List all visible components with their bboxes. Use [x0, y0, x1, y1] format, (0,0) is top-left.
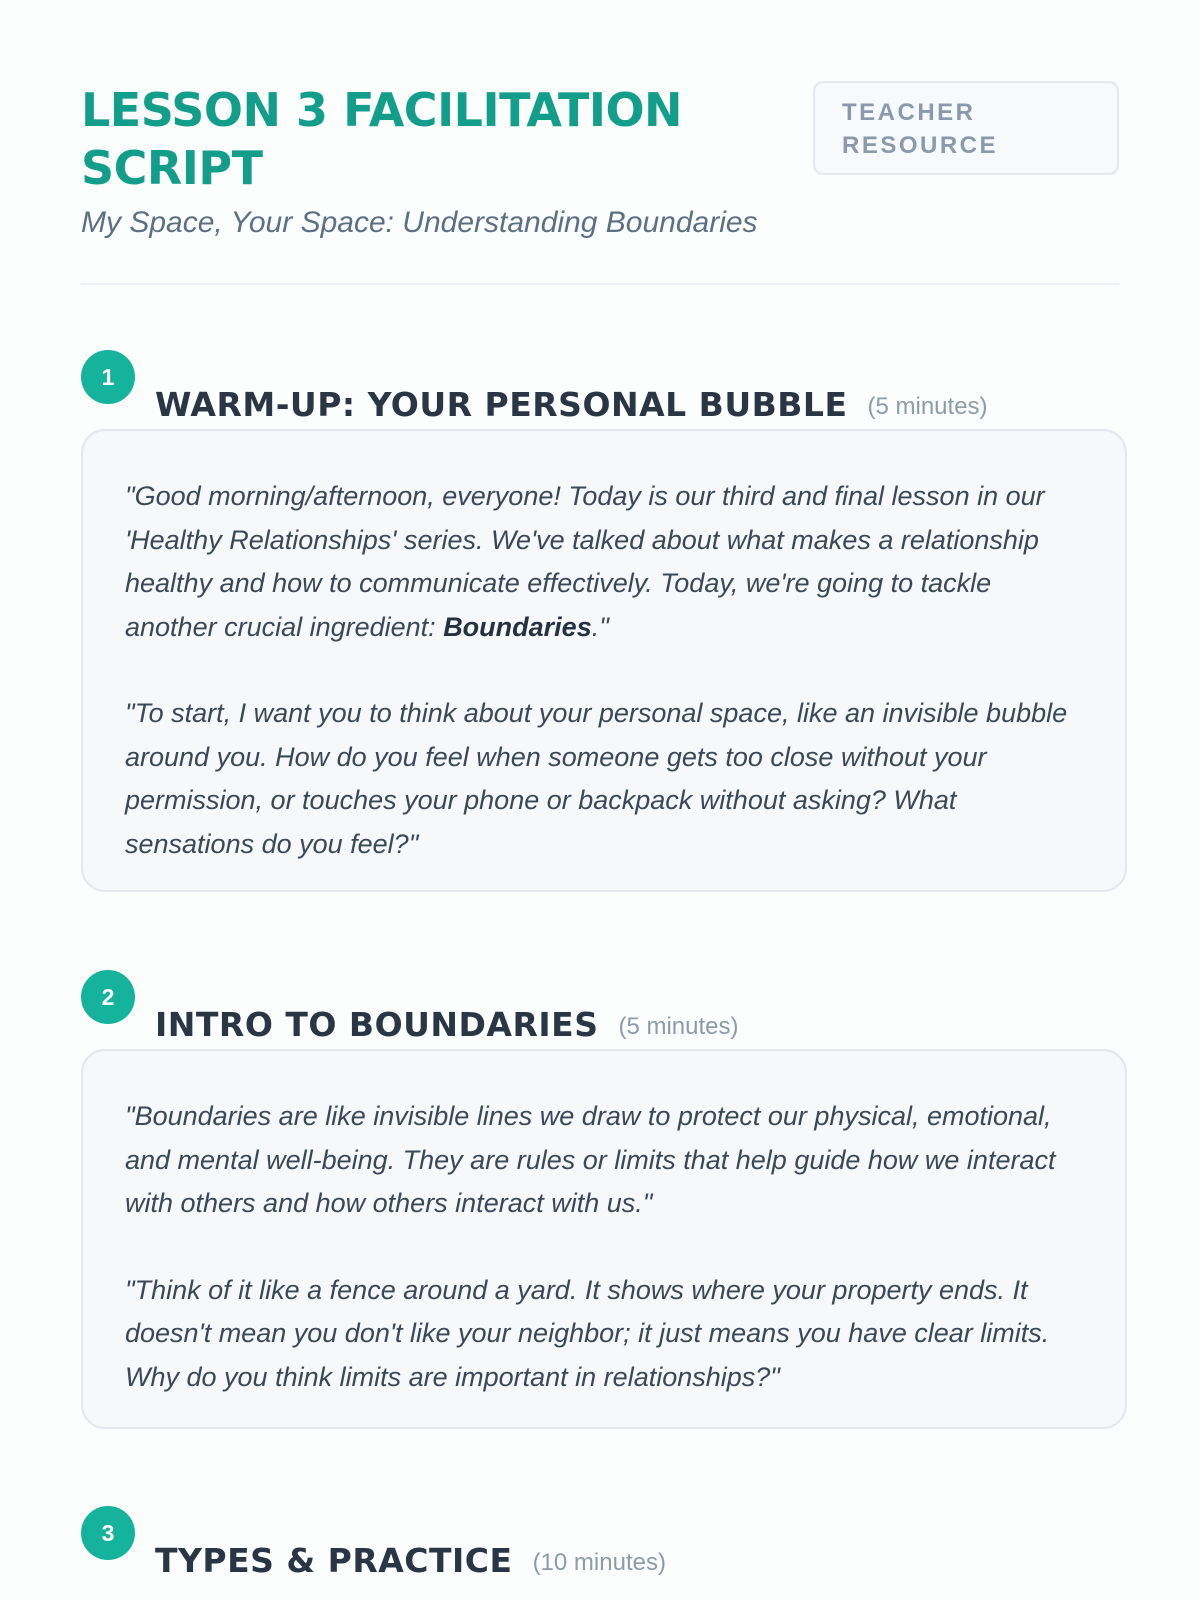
section-header	[81, 1506, 1127, 1581]
section-duration: (5 minutes)	[618, 1013, 739, 1041]
section-title-text: INTRO TO BOUNDARIES	[155, 1005, 599, 1045]
script-paragraph: "Boundaries are like invisible lines we draw to protect our physical, emotional, and mental well-being. They are rules or limits that help guide how we interact with others and how others interact with us."	[125, 1101, 1056, 1218]
script-text-end: ."	[591, 611, 609, 642]
section-title	[155, 1541, 666, 1583]
section-duration: (10 minutes)	[532, 1549, 666, 1577]
section-title-text: WARM-UP: YOUR PERSONAL BUBBLE	[155, 385, 848, 425]
section-intro-to-boundaries	[81, 970, 1127, 1392]
section-header	[81, 970, 1127, 1045]
script-text: "Good morning/afternoon, everyone! Today is our third and final lesson in our 'Healthy Relationships' series. We've talked about what makes a relationship healthy and how to communicate effectively. Today, we're going to tackle another crucial ingredient:	[125, 481, 1045, 642]
section-number-badge: 3	[81, 1506, 135, 1560]
page-subtitle: My Space, Your Space: Understanding Boundaries	[81, 206, 758, 239]
key-term: Boundaries	[443, 611, 592, 642]
script-paragraph: "Think of it like a fence around a yard. It shows where your property ends. It doesn't mean you don't like your neighbor; it just means you have clear limits. Why do you think limits are important in relationships?"	[125, 1274, 1050, 1392]
section-warm-up	[81, 350, 1127, 859]
section-number-badge: 1	[81, 350, 135, 404]
page-title: LESSON 3 FACILITATION SCRIPT	[81, 83, 683, 195]
document-header	[81, 78, 1119, 285]
section-types-and-practice	[81, 1506, 1127, 1581]
section-title	[155, 1005, 739, 1047]
section-header	[81, 350, 1127, 425]
teacher-resource-badge: TEACHER RESOURCE	[813, 81, 1119, 175]
script-paragraph	[125, 475, 1085, 649]
section-title	[155, 385, 988, 427]
script-paragraph: "To start, I want you to think about your personal space, like an invisible bubble around you. How do you feel when someone gets too close without your permission, or touches your phone or backpack without asking? What sensations do you feel?"	[125, 698, 1068, 859]
section-duration: (5 minutes)	[867, 393, 988, 421]
script-card	[81, 429, 1127, 892]
script-card	[81, 1049, 1127, 1429]
section-number-badge: 2	[81, 970, 135, 1024]
section-title-text: TYPES & PRACTICE	[155, 1541, 513, 1581]
